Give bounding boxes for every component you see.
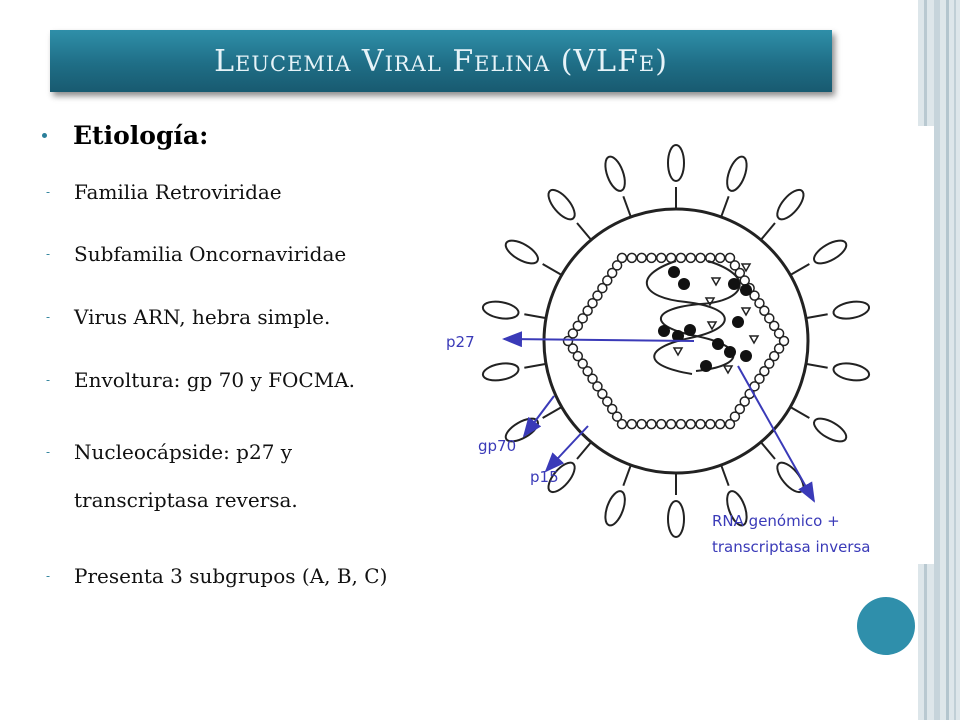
virus-diagram: [446, 126, 934, 564]
label-p27: p27: [446, 333, 475, 351]
spike-stalk: [543, 264, 562, 275]
spike-knob: [544, 186, 579, 224]
spike-knob: [811, 414, 850, 446]
spike-knob: [502, 236, 541, 268]
capsid-bead: [657, 253, 666, 262]
spike-stalk: [761, 223, 775, 240]
spike-stalk: [806, 314, 828, 318]
spike-knob: [482, 299, 520, 321]
list-item: - Envoltura: gp 70 y FOCMA.: [46, 368, 355, 392]
right-rail-line: [954, 0, 956, 720]
capsid-bead: [676, 253, 685, 262]
dash-bullet: -: [46, 445, 51, 459]
capsid-bead: [637, 420, 646, 429]
spike-stalk: [806, 364, 828, 368]
virus-diagram-svg: [446, 126, 934, 564]
dash-bullet: -: [46, 373, 51, 387]
list-item: - Nucleocápside: p27 y transcriptasa reversa.: [40, 428, 400, 524]
list-item: - Virus ARN, hebra simple.: [46, 305, 331, 329]
dash-bullet: -: [46, 569, 51, 583]
spike-knob: [832, 299, 870, 321]
capsid-bead: [657, 420, 666, 429]
spike-knob: [723, 154, 750, 193]
spike-stalk: [761, 442, 775, 459]
spike-stalk: [721, 196, 729, 217]
spike-stalk: [577, 442, 591, 459]
capsid-bead: [706, 420, 715, 429]
capsid-bead: [667, 420, 676, 429]
spike-knob: [773, 186, 808, 224]
label-rna-line1: RNA genómico +: [712, 512, 840, 530]
dash-bullet: -: [46, 310, 51, 324]
spike-knob: [832, 361, 870, 383]
spike-stalk: [623, 465, 631, 486]
capsid-bead: [647, 253, 656, 262]
gp70-arrow: [524, 396, 554, 436]
spike-knob: [482, 361, 520, 383]
capsid-bead: [627, 420, 636, 429]
capsid-bead: [716, 420, 725, 429]
list-item: - Familia Retroviridae: [46, 180, 282, 204]
spike-knob: [601, 489, 628, 528]
capsid-bead: [686, 253, 695, 262]
label-gp70: gp70: [478, 437, 517, 455]
slide-title: Leucemia Viral Felina (VLFe): [214, 43, 668, 79]
dash-bullet: -: [46, 247, 51, 261]
capsid-bead: [686, 420, 695, 429]
capsid-bead: [726, 420, 735, 429]
capsid-bead: [627, 253, 636, 262]
spike-stalk: [524, 314, 546, 318]
decorative-circle: [857, 597, 915, 655]
spike-stalk: [790, 407, 809, 418]
capsid-bead: [696, 253, 705, 262]
capsid-bead: [716, 253, 725, 262]
dash-bullet: -: [46, 185, 51, 199]
heading-text: Etiología:: [73, 120, 209, 150]
spike-stalk: [623, 196, 631, 217]
label-p15: p15: [530, 468, 559, 486]
capsid-bead: [696, 420, 705, 429]
spike-knob: [811, 236, 850, 268]
list-item: - Presenta 3 subgrupos (A, B, C): [40, 548, 470, 604]
capsid-bead: [618, 253, 627, 262]
spike-knob: [668, 145, 684, 181]
title-banner: [50, 30, 832, 92]
spike-knob: [601, 154, 628, 193]
spike-stalk: [524, 364, 546, 368]
spike-stalk: [577, 223, 591, 240]
spike-knob: [668, 501, 684, 537]
spike-stalk: [721, 465, 729, 486]
bullet-dot: [42, 133, 47, 138]
capsid-bead: [637, 253, 646, 262]
label-rna-line2: transcriptasa inversa: [712, 538, 871, 556]
list-item: - Subfamilia Oncornaviridae: [46, 242, 347, 266]
spike-knob: [773, 458, 808, 496]
right-rail-line: [934, 0, 940, 720]
right-rail-line: [946, 0, 949, 720]
spike-stalk: [790, 264, 809, 275]
capsid-bead: [775, 329, 784, 338]
section-heading: [42, 112, 208, 158]
capsid-bead: [647, 420, 656, 429]
capsid-bead: [676, 420, 685, 429]
